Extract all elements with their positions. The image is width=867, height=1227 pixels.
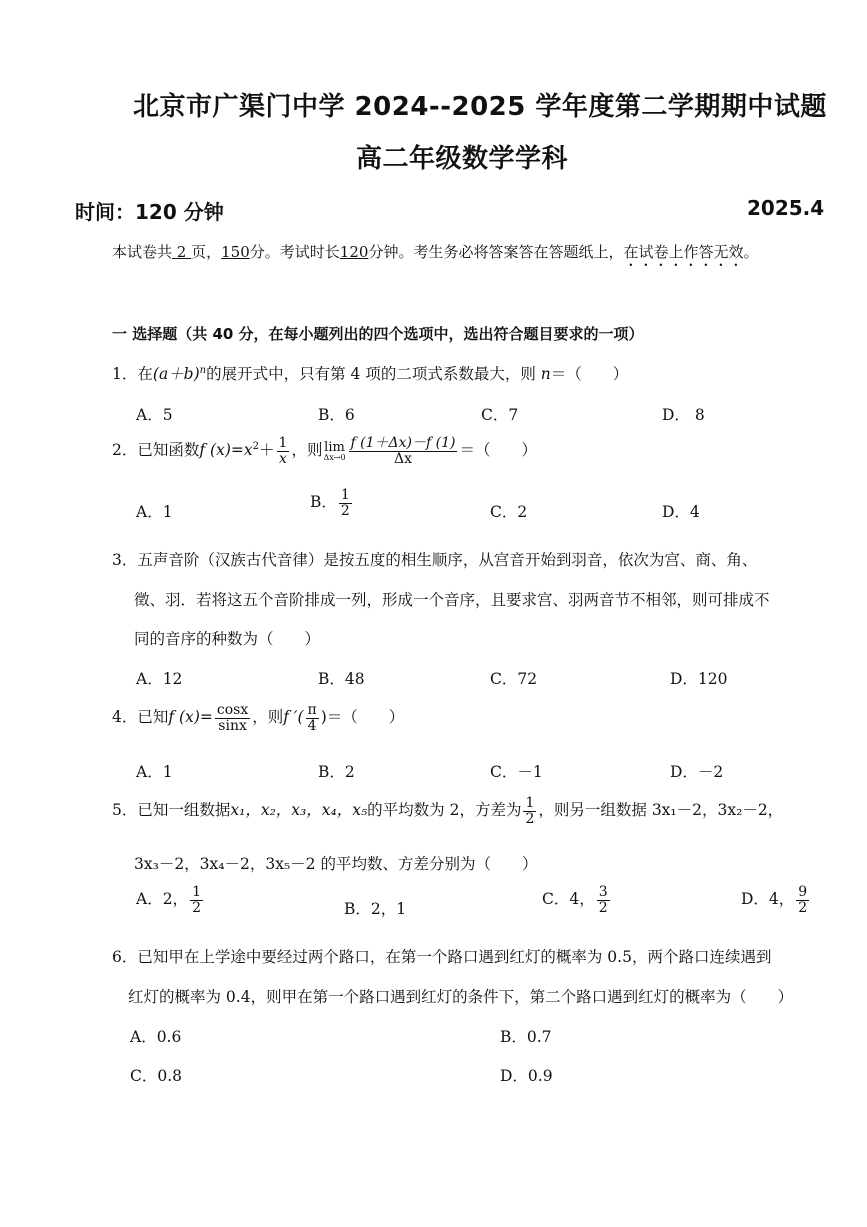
math-var: n — [540, 365, 551, 383]
math-expr: f (x)= — [168, 708, 213, 727]
q1-option-c[interactable]: C．7 — [481, 406, 519, 424]
question-text: ＝（ ） — [459, 441, 537, 460]
notice-emphasis: 在试卷上作答无效 — [623, 243, 744, 261]
question-text: 红灯的概率为 0.4，则甲在第一个路口遇到红灯的条件下，第二个路口遇到红灯的概率为（ ） — [128, 988, 794, 1006]
q4-option-a[interactable]: A．1 — [136, 763, 173, 781]
question-number: 4． — [112, 708, 138, 727]
q6-option-c[interactable]: C．0.8 — [130, 1067, 183, 1085]
q5-option-c[interactable]: C．4， $\frac{3}{2}$ — [542, 884, 608, 916]
math-exponent: 2 — [252, 441, 259, 453]
question-1 — [112, 362, 628, 384]
fraction: $\frac{3}{2}$ — [598, 884, 608, 916]
question-text: 五声音阶（汉族古代音律）是按五度的相生顺序，从宫音开始到羽音，依次为宫、商、角、 — [137, 551, 758, 569]
fraction: $\frac{1}{x}$ — [278, 435, 288, 467]
question-text: 3x₃－2，3x₄－2，3x₅－2 的平均数、方差分别为（ ） — [134, 855, 538, 873]
question-text: ＝（ ） — [550, 365, 629, 383]
fraction: $\frac{1}{2}$ — [192, 884, 201, 916]
notice-text: 页， — [191, 243, 222, 261]
difference-quotient: $\frac{f (1+\Delta x)-f (1)}{\Delta x}$ — [350, 435, 456, 467]
section-heading: 一 选择题（共 40 分，在每小题列出的四个选项中，选出符合题目要求的一项） — [112, 325, 644, 343]
notice-text: 本试卷共 — [112, 243, 173, 261]
q4-option-d[interactable]: D．－2 — [670, 763, 724, 781]
math-op: ＋ — [259, 441, 275, 460]
q2-option-d[interactable]: D．4 — [662, 503, 700, 521]
question-text: ，则另一组数据 3x₁－2，3x₂－2， — [538, 801, 784, 820]
fraction: $\frac{\cos x}{\sin x}$ — [216, 702, 249, 734]
data-list: x₁，x₂，x₃，x₄，x₅ — [230, 801, 368, 820]
question-3 — [112, 548, 757, 570]
math-expr: (a＋b) — [152, 365, 200, 383]
question-text: )＝（ ） — [320, 708, 405, 727]
q2-option-c[interactable]: C．2 — [490, 503, 528, 521]
question-text: 已知函数 — [137, 441, 200, 460]
q5-option-b[interactable]: B．2，1 — [344, 900, 407, 918]
fraction: $\frac{1}{2}$ — [340, 487, 350, 519]
exam-title: 北京市广渠门中学 2024--2025 学年度第二学期期中试题 — [133, 92, 827, 122]
math-expr: f ′( — [283, 708, 304, 727]
q3-option-a[interactable]: A．12 — [136, 670, 183, 688]
question-text: 的平均数为 2，方差为 — [367, 801, 522, 820]
exam-notice — [112, 241, 758, 270]
fraction: $\frac{\pi}{4}$ — [307, 702, 317, 734]
question-number: 6． — [112, 948, 138, 966]
q1-option-d[interactable]: D． 8 — [662, 406, 705, 424]
q6-option-b[interactable]: B．0.7 — [500, 1028, 552, 1046]
notice-text: 。 — [743, 243, 759, 261]
q2-option-b[interactable]: B． $\frac{1}{2}$ — [310, 487, 350, 519]
question-text: 已知 — [137, 708, 169, 727]
q3-option-d[interactable]: D．120 — [670, 670, 728, 688]
q5-option-d[interactable]: D．4， $\frac{9}{2}$ — [741, 884, 808, 916]
notice-pages: 2 — [176, 243, 187, 261]
exam-subtitle: 高二年级数学学科 — [356, 144, 569, 174]
question-text: ，则 — [291, 441, 323, 460]
notice-minutes: 120 — [339, 243, 369, 261]
question-text: 已知甲在上学途中要经过两个路口，在第一个路口遇到红灯的概率为 0.5，两个路口连续遇到 — [137, 948, 772, 966]
question-text: 徵、羽．若将这五个音阶排成一列，形成一个音序，且要求宫、羽两音节不相邻，则可排成不 — [134, 591, 770, 609]
question-6 — [112, 945, 771, 967]
q3-option-b[interactable]: B．48 — [318, 670, 365, 688]
time-label: 时间：120 分钟 — [75, 200, 224, 224]
question-text: 在 — [137, 365, 153, 383]
question-number: 1． — [112, 365, 138, 383]
q3-option-c[interactable]: C．72 — [490, 670, 538, 688]
question-text: 的展开式中，只有第 4 项的二项式系数最大，则 — [206, 365, 536, 383]
question-number: 2． — [112, 441, 138, 460]
question-text: 已知一组数据 — [137, 801, 231, 820]
notice-score: 150 — [221, 243, 250, 261]
fraction: $\frac{1}{2}$ — [525, 795, 535, 827]
fraction: $\frac{9}{2}$ — [798, 884, 808, 916]
question-text: ，则 — [252, 708, 284, 727]
question-number: 3． — [112, 551, 138, 569]
q6-option-d[interactable]: D．0.9 — [500, 1067, 553, 1085]
q2-option-a[interactable]: A．1 — [136, 503, 173, 521]
question-text: 同的音序的种数为（ ） — [134, 630, 321, 648]
q5-option-a[interactable]: A．2， $\frac{1}{2}$ — [136, 884, 201, 916]
q1-option-a[interactable]: A．5 — [136, 406, 173, 424]
q4-option-c[interactable]: C．－1 — [490, 763, 543, 781]
q4-option-b[interactable]: B．2 — [318, 763, 355, 781]
question-4 — [112, 703, 404, 733]
q1-option-b[interactable]: B．6 — [318, 406, 355, 424]
notice-text: 分钟。考生务必将答案答在答题纸上， — [368, 243, 624, 261]
question-5 — [112, 796, 783, 826]
math-exponent: n — [199, 364, 207, 376]
q6-option-a[interactable]: A．0.6 — [130, 1028, 182, 1046]
exam-date: 2025.4 — [747, 196, 825, 220]
math-expr: f (x)=x — [199, 441, 253, 460]
question-2 — [112, 436, 537, 466]
notice-text: 分。考试时长 — [249, 243, 340, 261]
question-number: 5． — [112, 801, 138, 820]
limit-operator: lim Δx→0 — [323, 439, 346, 462]
